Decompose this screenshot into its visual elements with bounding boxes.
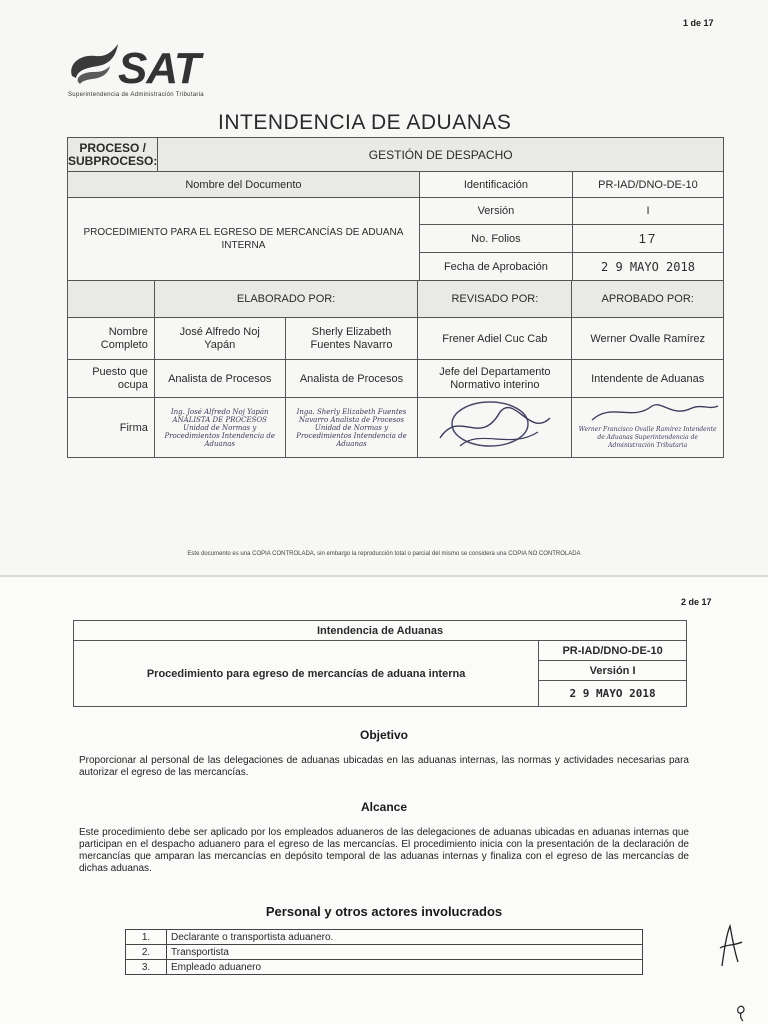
- actor-number: 2.: [126, 945, 167, 960]
- page-number: 1 de 17: [683, 18, 714, 28]
- fecha-value: 2 9 MAYO 2018: [572, 253, 723, 281]
- table-row: [126, 930, 643, 945]
- identificacion-value: PR-IAD/DNO-DE-10: [572, 172, 723, 198]
- page-number: 2 de 17: [681, 597, 712, 607]
- process-label: PROCESO / SUBPROCESO:: [68, 138, 158, 172]
- person-3-name: Frener Adiel Cuc Cab: [418, 318, 572, 360]
- procedure-name: Procedimiento para egreso de mercancías de aduana interna: [74, 641, 539, 707]
- handwritten-mark-icon: [734, 1004, 748, 1022]
- person-4-name: Werner Ovalle Ramírez: [572, 318, 724, 360]
- actors-title: Personal y otros actores involucrados: [265, 904, 503, 919]
- logo-subtitle: Superintendencia de Administración Tributaria: [68, 92, 204, 98]
- folios-label: No. Folios: [419, 225, 572, 253]
- person-1-position: Analista de Procesos: [154, 360, 285, 398]
- elaborado-label: ELABORADO POR:: [154, 281, 418, 318]
- handwritten-signature-icon: [420, 398, 570, 454]
- objetivo-title: Objetivo: [359, 728, 408, 742]
- header-title: Intendencia de Aduanas: [74, 621, 687, 641]
- actor-name: Declarante o transportista aduanero.: [167, 930, 643, 945]
- signatures-table: [67, 280, 724, 458]
- person-1-name: José Alfredo Noj Yapán: [154, 318, 285, 360]
- table-row: [126, 945, 643, 960]
- stamp-text: Inga. Sherly Elizabeth Fuentes Navarro Analista de Procesos Unidad de Normas y Procedimientos Intendencia de Aduanas: [296, 407, 407, 448]
- actor-name: Transportista: [167, 945, 643, 960]
- process-value: GESTIÓN DE DESPACHO: [158, 138, 724, 172]
- doc-name-header: Nombre del Documento: [68, 172, 420, 198]
- objetivo-text: Proporcionar al personal de las delegaciones de aduanas ubicadas en las aduanas internas, las normas y actividades necesarias para autorizar el egreso de las mercancías.: [79, 755, 689, 778]
- actor-name: Empleado aduanero: [167, 960, 643, 975]
- identificacion-label: Identificación: [419, 172, 572, 198]
- procedure-code: PR-IAD/DNO-DE-10: [539, 641, 687, 661]
- actors-table: [125, 929, 643, 975]
- stamp-text: Ing. José Alfredo Noj Yapán ANALISTA DE PROCESOS Unidad de Normas y Procedimientos Intendencia de Aduanas: [164, 407, 275, 448]
- person-3-position: Jefe del Departamento Normativo interino: [418, 360, 572, 398]
- handwritten-signature-icon: [572, 398, 722, 428]
- sat-emblem-icon: [66, 42, 126, 90]
- person-2-signature: [285, 398, 418, 458]
- firma-label: Firma: [68, 398, 155, 458]
- initials-mark-icon: [712, 922, 746, 970]
- person-2-name: Sherly Elizabeth Fuentes Navarro: [285, 318, 418, 360]
- logo-wordmark: SAT: [118, 44, 200, 93]
- actor-number: 1.: [126, 930, 167, 945]
- person-3-signature: [418, 398, 572, 458]
- version-value: I: [572, 198, 723, 225]
- fecha-label: Fecha de Aprobación: [419, 253, 572, 281]
- stamp-text: Werner Francisco Ovalle Ramírez Intendente de Aduanas Superintendencia de Administración Tributaria: [578, 425, 717, 449]
- person-2-position: Analista de Procesos: [285, 360, 418, 398]
- page-title: INTENDENCIA DE ADUANAS: [218, 111, 512, 134]
- table-row: [126, 960, 643, 975]
- doc-name: PROCEDIMIENTO PARA EL EGRESO DE MERCANCÍAS DE ADUANA INTERNA: [68, 198, 420, 281]
- controlled-copy-note: Este documento es una COPIA CONTROLADA, sin embargo la reproducción total o parcial del mismo se considera una COPIA NO CONTROLADA: [187, 551, 581, 557]
- version-label: Versión: [419, 198, 572, 225]
- puesto-label: Puesto que ocupa: [68, 360, 155, 398]
- person-4-position: Intendente de Aduanas: [572, 360, 724, 398]
- alcance-text: Este procedimiento debe ser aplicado por los empleados aduaneros de las delegaciones de aduanas ubicadas en aduanas internas que participan en el despacho aduanero para el egreso de las mercancías. El procedimiento inicia con la presentación de la declaración de mercancías que amparan las mercancías en depósito temporal de las aduanas internas y finaliza con el egreso de las mercancías de dichas aduanas.: [79, 827, 689, 874]
- sat-logo: [66, 40, 266, 102]
- procedure-header-table: [73, 620, 687, 707]
- aprobado-label: APROBADO POR:: [572, 281, 724, 318]
- procedure-date: 2 9 MAYO 2018: [539, 681, 687, 707]
- alcance-title: Alcance: [360, 800, 408, 814]
- signatures-corner: [68, 281, 155, 318]
- revisado-label: REVISADO POR:: [418, 281, 572, 318]
- document-header-table: [67, 137, 724, 281]
- folios-value: 17: [572, 225, 723, 253]
- person-4-signature: [572, 398, 724, 458]
- actor-number: 3.: [126, 960, 167, 975]
- procedure-version: Versión I: [539, 661, 687, 681]
- person-1-signature: [154, 398, 285, 458]
- nombre-label: Nombre Completo: [68, 318, 155, 360]
